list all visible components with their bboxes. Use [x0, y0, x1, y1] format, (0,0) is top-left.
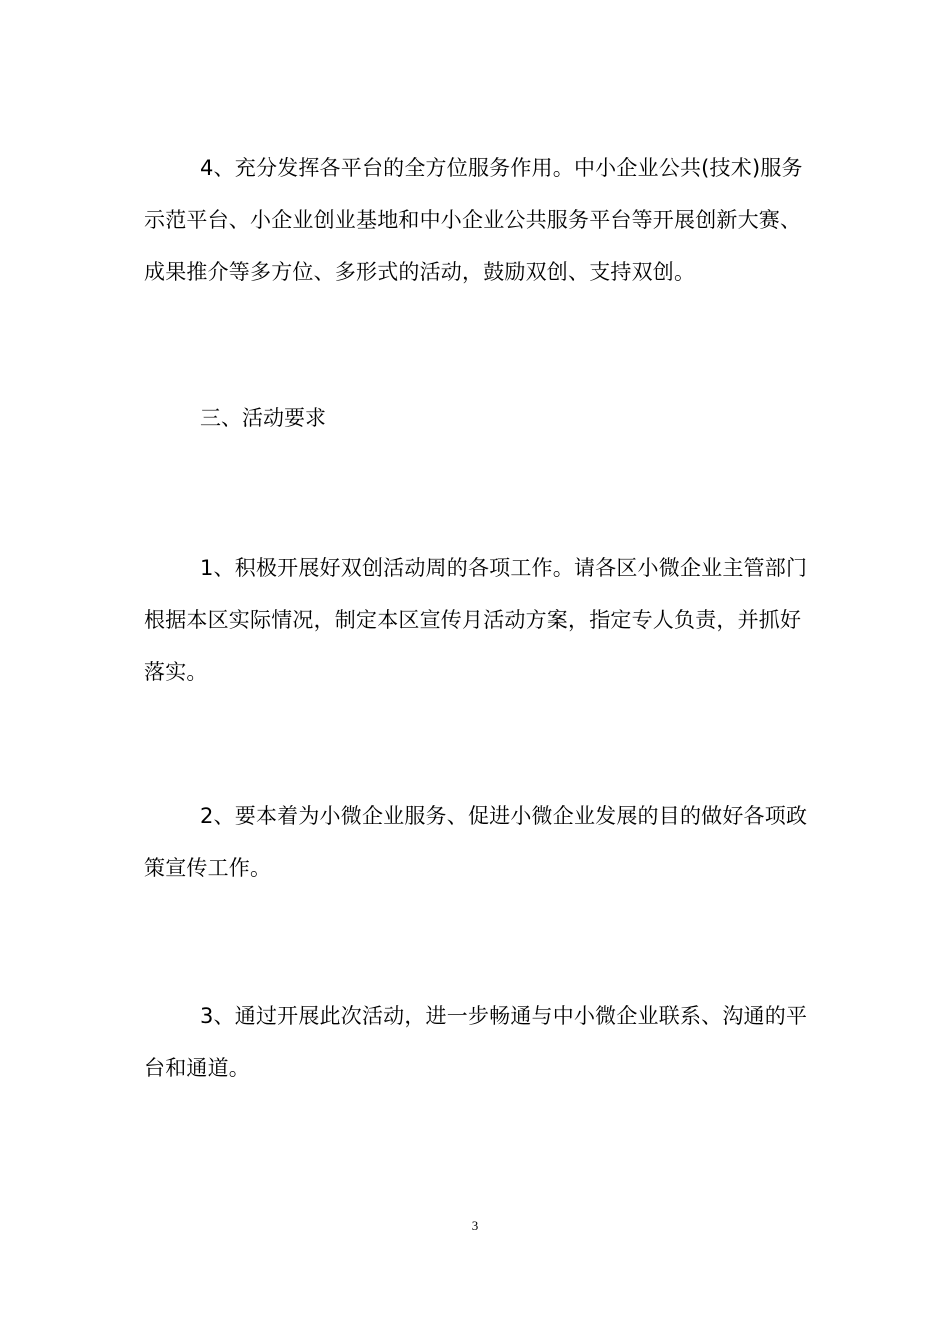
page-number: 3 [471, 1218, 479, 1233]
paragraph-item-4: 4、充分发挥各平台的全方位服务作用。中小企业公共(技术)服务示范平台、小企业创业基地和中小企业公共服务平台等开展创新大赛、成果推介等多方位、多形式的活动，鼓励双创、支持双创。 [144, 156, 803, 284]
requirement-item-1: 1、积极开展好双创活动周的各项工作。请各区小微企业主管部门根据本区实际情况，制定本区宣传月活动方案，指定专人负责，并抓好落实。 [144, 556, 808, 684]
section-heading-activity-requirements: 三、活动要求 [200, 406, 326, 430]
requirement-item-3: 3、通过开展此次活动，进一步畅通与中小微企业联系、沟通的平台和通道。 [144, 1004, 808, 1080]
requirement-item-2: 2、要本着为小微企业服务、促进小微企业发展的目的做好各项政策宣传工作。 [144, 804, 808, 880]
